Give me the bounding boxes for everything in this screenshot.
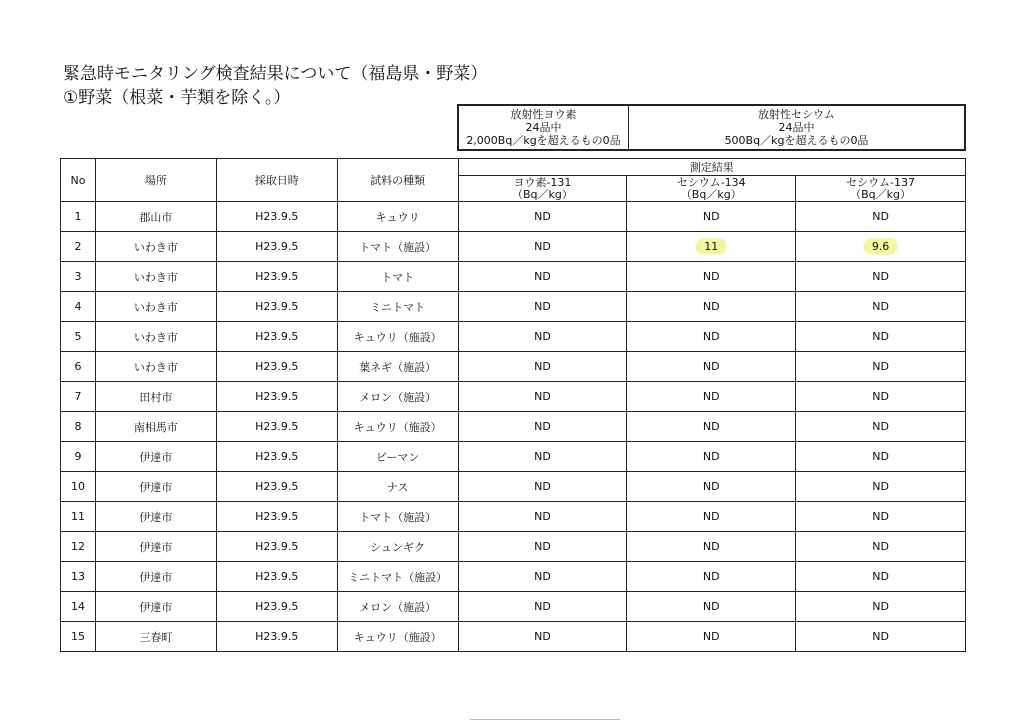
header-cs137-label: セシウム-137: [846, 175, 915, 189]
cell-cs137: ND: [796, 262, 966, 292]
table-row: [61, 382, 966, 412]
table-row: [61, 502, 966, 532]
iodine-summary-count: 24品中: [525, 121, 562, 134]
cell-date: H23.9.5: [216, 562, 337, 592]
cesium-summary-cell: [629, 105, 966, 150]
cell-place: 伊達市: [95, 502, 216, 532]
header-sample: 試料の種類: [337, 159, 458, 202]
table-row: [61, 352, 966, 382]
cell-date: H23.9.5: [216, 592, 337, 622]
table-row: [61, 622, 966, 652]
cell-place: いわき市: [95, 232, 216, 262]
cell-date: H23.9.5: [216, 502, 337, 532]
cell-place: 伊達市: [95, 472, 216, 502]
cell-place: 郡山市: [95, 202, 216, 232]
table-row: [61, 442, 966, 472]
header-cs134-unit: （Bq／kg）: [680, 187, 742, 201]
table-row: [61, 292, 966, 322]
cell-i131: ND: [458, 292, 627, 322]
cell-no: 4: [61, 292, 96, 322]
cell-cs134: ND: [627, 322, 796, 352]
cell-cs137: ND: [796, 472, 966, 502]
header-cs137: [796, 176, 966, 202]
cell-place: いわき市: [95, 292, 216, 322]
cell-sample: トマト: [337, 262, 458, 292]
cell-no: 10: [61, 472, 96, 502]
cell-cs134: ND: [627, 532, 796, 562]
cell-cs134: ND: [627, 592, 796, 622]
cell-date: H23.9.5: [216, 442, 337, 472]
cell-i131: ND: [458, 232, 627, 262]
cell-sample: メロン（施設）: [337, 592, 458, 622]
cell-cs134: ND: [627, 292, 796, 322]
cell-no: 2: [61, 232, 96, 262]
cell-sample: キュウリ: [337, 202, 458, 232]
cell-sample: シュンギク: [337, 532, 458, 562]
cell-no: 9: [61, 442, 96, 472]
table-row: [61, 412, 966, 442]
cell-sample: トマト（施設）: [337, 502, 458, 532]
cell-sample: ミニトマト（施設）: [337, 562, 458, 592]
cell-cs134: ND: [627, 382, 796, 412]
cell-date: H23.9.5: [216, 262, 337, 292]
cell-cs137: ND: [796, 442, 966, 472]
cell-place: 田村市: [95, 382, 216, 412]
detected-value-highlight: 11: [696, 239, 726, 254]
cell-i131: ND: [458, 532, 627, 562]
iodine-summary-exceed: 2,000Bq／kgを超えるもの0品: [466, 134, 621, 147]
cell-no: 12: [61, 532, 96, 562]
cell-date: H23.9.5: [216, 532, 337, 562]
table-row: [61, 202, 966, 232]
cell-date: H23.9.5: [216, 412, 337, 442]
cell-place: 三春町: [95, 622, 216, 652]
cell-place: 伊達市: [95, 532, 216, 562]
page-subtitle: ①野菜（根菜・芋類を除く。）: [63, 88, 291, 108]
cell-sample: キュウリ（施設）: [337, 622, 458, 652]
cell-cs137: ND: [796, 502, 966, 532]
cell-i131: ND: [458, 262, 627, 292]
cell-cs134: ND: [627, 442, 796, 472]
cell-place: いわき市: [95, 262, 216, 292]
cell-no: 13: [61, 562, 96, 592]
header-cs134-label: セシウム-134: [676, 175, 746, 189]
header-i131-unit: （Bq／kg）: [512, 187, 573, 201]
results-body: [61, 202, 966, 652]
iodine-summary-cell: [458, 105, 629, 150]
page-bottom-mark: [470, 719, 620, 720]
cell-cs137: ND: [796, 622, 966, 652]
header-cs137-unit: （Bq／kg）: [850, 187, 912, 201]
cell-no: 14: [61, 592, 96, 622]
cell-no: 8: [61, 412, 96, 442]
header-result-group: 測定結果: [458, 159, 965, 176]
cell-cs134: [627, 232, 796, 262]
table-row: [61, 472, 966, 502]
cell-sample: ナス: [337, 472, 458, 502]
cell-sample: ピーマン: [337, 442, 458, 472]
cell-sample: キュウリ（施設）: [337, 412, 458, 442]
cell-date: H23.9.5: [216, 232, 337, 262]
cell-cs134: ND: [627, 502, 796, 532]
table-row: [61, 532, 966, 562]
cell-no: 6: [61, 352, 96, 382]
cell-i131: ND: [458, 352, 627, 382]
cell-cs137: ND: [796, 292, 966, 322]
cell-cs137: ND: [796, 352, 966, 382]
cell-place: 伊達市: [95, 592, 216, 622]
cesium-summary-name: 放射性セシウム: [758, 108, 835, 121]
cell-date: H23.9.5: [216, 622, 337, 652]
cell-cs134: ND: [627, 622, 796, 652]
cell-date: H23.9.5: [216, 322, 337, 352]
header-i131: [458, 176, 627, 202]
cell-i131: ND: [458, 322, 627, 352]
cell-no: 7: [61, 382, 96, 412]
cell-cs134: ND: [627, 412, 796, 442]
cell-i131: ND: [458, 472, 627, 502]
cell-sample: メロン（施設）: [337, 382, 458, 412]
cell-cs134: ND: [627, 562, 796, 592]
cell-cs137: [796, 232, 966, 262]
header-no: No: [61, 159, 96, 202]
cell-cs134: ND: [627, 352, 796, 382]
cell-cs137: ND: [796, 532, 966, 562]
cell-date: H23.9.5: [216, 352, 337, 382]
header-date: 採取日時: [216, 159, 337, 202]
table-row: [61, 562, 966, 592]
cell-i131: ND: [458, 412, 627, 442]
cell-cs137: ND: [796, 202, 966, 232]
table-row: [61, 322, 966, 352]
detected-value-highlight: 9.6: [864, 239, 898, 254]
cell-date: H23.9.5: [216, 382, 337, 412]
cell-cs137: ND: [796, 592, 966, 622]
page-title: 緊急時モニタリング検査結果について（福島県・野菜）: [63, 64, 488, 84]
header-place: 場所: [95, 159, 216, 202]
cell-no: 15: [61, 622, 96, 652]
table-row: [61, 232, 966, 262]
cell-i131: ND: [458, 592, 627, 622]
summary-table: [457, 104, 966, 151]
cell-no: 5: [61, 322, 96, 352]
cesium-summary-count: 24品中: [778, 121, 815, 134]
cell-i131: ND: [458, 382, 627, 412]
cell-sample: ミニトマト: [337, 292, 458, 322]
cell-no: 3: [61, 262, 96, 292]
iodine-summary-name: 放射性ヨウ素: [510, 108, 577, 121]
cell-i131: ND: [458, 442, 627, 472]
cell-no: 1: [61, 202, 96, 232]
cell-place: 伊達市: [95, 442, 216, 472]
header-i131-label: ヨウ素-131: [513, 175, 572, 189]
cell-place: いわき市: [95, 352, 216, 382]
cell-i131: ND: [458, 622, 627, 652]
cell-i131: ND: [458, 202, 627, 232]
cell-place: 南相馬市: [95, 412, 216, 442]
cell-cs137: ND: [796, 382, 966, 412]
table-row: [61, 262, 966, 292]
cell-sample: 葉ネギ（施設）: [337, 352, 458, 382]
cell-no: 11: [61, 502, 96, 532]
cell-place: いわき市: [95, 322, 216, 352]
cell-sample: トマト（施設）: [337, 232, 458, 262]
cell-cs137: ND: [796, 562, 966, 592]
cell-place: 伊達市: [95, 562, 216, 592]
results-table: [60, 158, 966, 652]
cell-cs137: ND: [796, 412, 966, 442]
cell-sample: キュウリ（施設）: [337, 322, 458, 352]
cell-date: H23.9.5: [216, 472, 337, 502]
cesium-summary-exceed: 500Bq／kgを超えるもの0品: [724, 134, 869, 147]
cell-date: H23.9.5: [216, 292, 337, 322]
cell-cs134: ND: [627, 262, 796, 292]
cell-i131: ND: [458, 502, 627, 532]
cell-i131: ND: [458, 562, 627, 592]
header-cs134: [627, 176, 796, 202]
cell-cs134: ND: [627, 202, 796, 232]
cell-date: H23.9.5: [216, 202, 337, 232]
table-row: [61, 592, 966, 622]
cell-cs137: ND: [796, 322, 966, 352]
header-row-1: [61, 159, 966, 176]
cell-cs134: ND: [627, 472, 796, 502]
